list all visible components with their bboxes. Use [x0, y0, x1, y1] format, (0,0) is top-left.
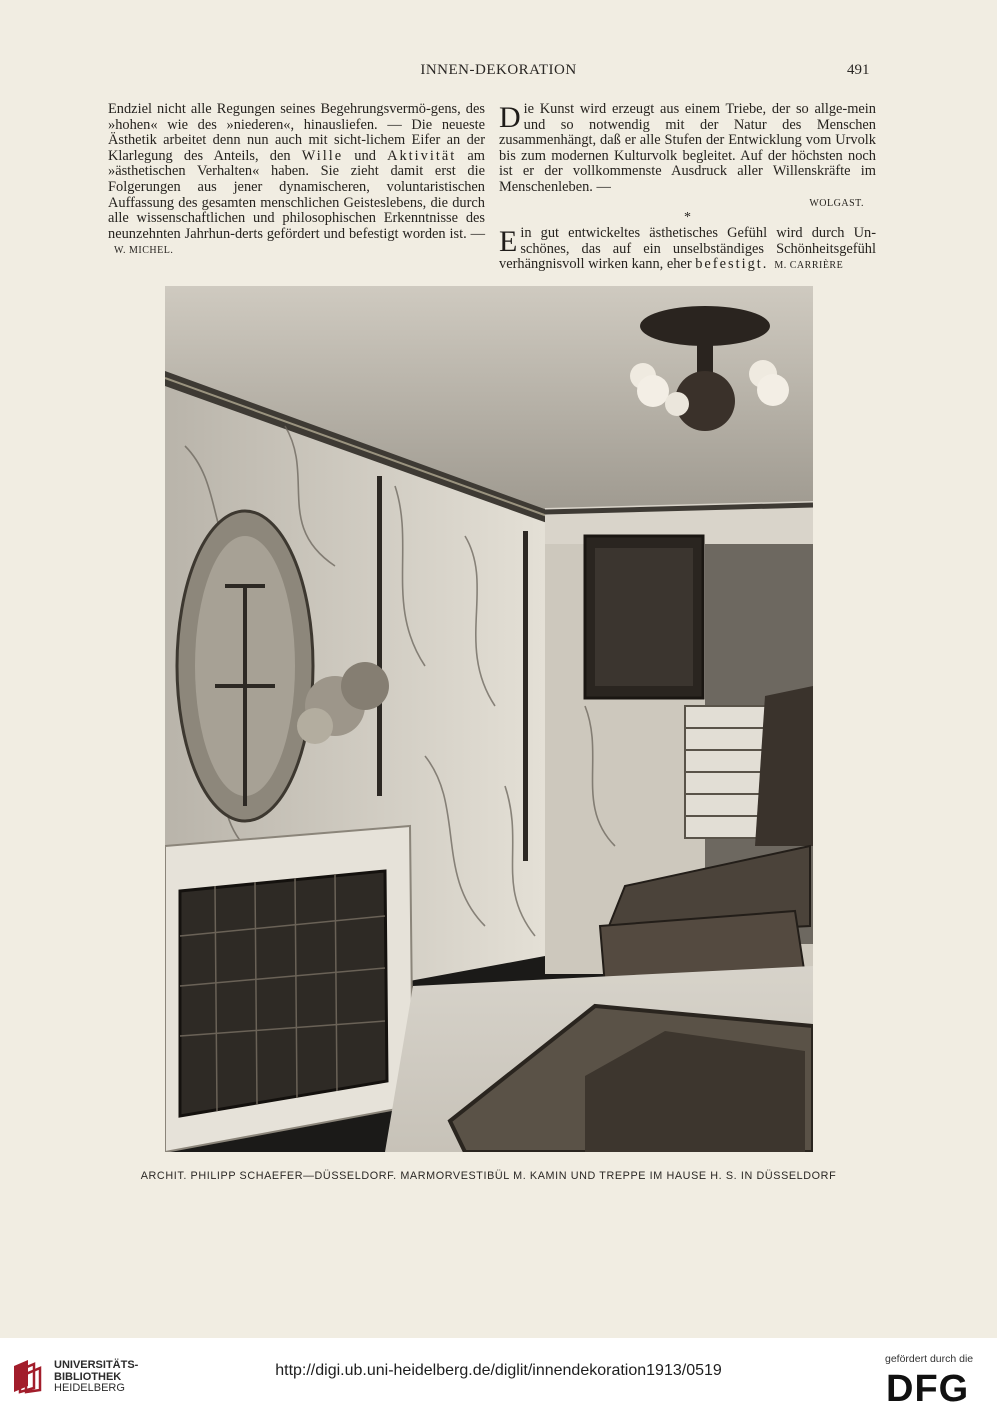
right-text-column — [499, 102, 876, 274]
library-name-line-2: BIBLIOTHEK — [54, 1370, 122, 1383]
wolgast-text: ie Kunst wird erzeugt aus einem Triebe, der so allge-mein und so notwendig mit der Natur des Menschen zusammenhängt, daß er alle Stufen der Entwicklung vom Urvolk bis zum modernen Kulturvolk begleitet. Auf der höchsten noch ist er der vollkommenste Ausdruck aller Willenskräfte im Menschenleben. — — [499, 101, 876, 195]
michel-spaced-aktivitaet: Aktivität — [387, 147, 457, 164]
running-head: INNEN-DEKORATION — [420, 62, 577, 78]
carriere-quote — [499, 226, 876, 274]
michel-text-1: Endziel nicht alle Regungen seines Begehrungsvermö-gens, des »hohen« wie des »niederen«, hinausliefen. — Die neueste Ästhetik arbeitet denn nun auch mit sicht-lichem Eifer an der Klarlegung des Anteils, den — [108, 101, 485, 164]
wolgast-dropcap: D — [499, 101, 521, 134]
vestibule-photo-drawing — [165, 286, 813, 1152]
michel-signature: W. MICHEL. — [114, 245, 174, 257]
left-text-column — [108, 102, 485, 259]
michel-spaced-wille: Wille — [301, 147, 344, 164]
wolgast-quote — [499, 102, 876, 211]
michel-text-2: und — [343, 147, 388, 164]
carriere-dropcap: E — [499, 225, 518, 259]
separator-asterisk: * — [684, 210, 691, 226]
funder-label: gefördert durch die — [885, 1353, 974, 1365]
carriere-text: in gut entwickeltes ästhetisches Gefühl wird durch Un-schönes, das auf ein unselbständiges Schönheitsgefühl verhängnisvoll wirken kann, eher — [499, 225, 876, 273]
dfg-logo: DFG — [886, 1368, 970, 1410]
figure-caption: ARCHIT. PHILIPP SCHAEFER—DÜSSELDORF. MARMORVESTIBÜL M. KAMIN UND TREPPE IM HAUSE H. S. IN DÜSSELDORF — [140, 1170, 837, 1182]
vestibule-photograph — [165, 286, 813, 1152]
carriere-spaced-befestigt: befestigt. — [695, 256, 769, 273]
source-url[interactable]: http://digi.ub.uni-heidelberg.de/diglit/innendekoration1913/0519 — [275, 1362, 722, 1379]
michel-text-3: am »ästhetischen Verhalten« haben. Sie zieht damit erst die Folgerungen aus jener dynamischeren, voluntaristischen Auffassung des gesamten menschlichen Geisteslebens, die durch alle wissenschaftlichen und philosophischen Erkenntnisse des neunzehnten Jahrhun-derts gefördert und befestigt worden ist. — — [108, 147, 485, 242]
michel-quote — [108, 102, 485, 259]
page-number: 491 — [847, 62, 870, 78]
wolgast-signature: WOLGAST. — [809, 197, 864, 209]
library-name-line-3: HEIDELBERG — [54, 1382, 125, 1394]
carriere-signature: M. CARRIÈRE — [774, 260, 844, 272]
library-name-line-1: UNIVERSITÄTS- — [54, 1359, 139, 1371]
